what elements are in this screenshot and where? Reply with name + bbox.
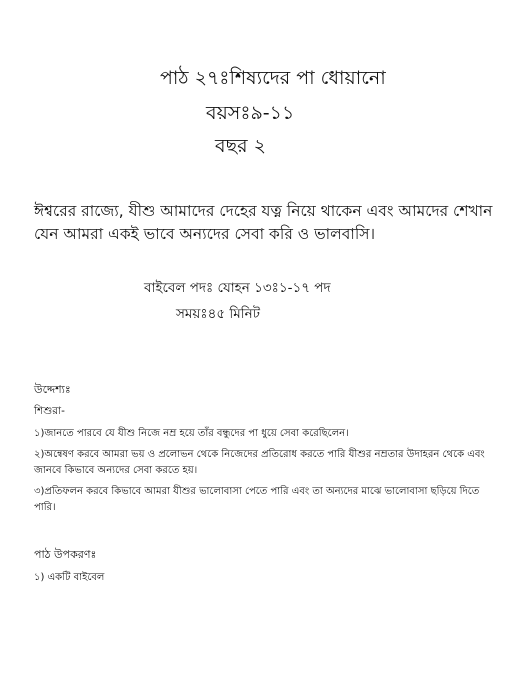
materials-heading: পাঠ উপকরণঃ bbox=[34, 548, 97, 561]
year-label: বছর ২ bbox=[215, 135, 266, 157]
objectives-subject: শিশুরা- bbox=[34, 405, 65, 417]
objective-item: ১)জানতে পারবে যে যীশু নিজে নম্র হয়ে তাঁর বন্ধুদের পা ধুয়ে সেবা করেছিলেন। bbox=[34, 428, 349, 439]
lesson-title: পাঠ ২৭ঃশিষ্যদের পা ধোয়ানো bbox=[160, 67, 386, 89]
intro-paragraph: ঈশ্বরের রাজ্যে, যীশু আমাদের দেহের যত্ন নিয়ে থাকেন এবং আমদের শেখান যেন আমরা একই ভাবে অন্যদের সেবা করি ও ভালবাসি। bbox=[34, 202, 493, 243]
objectives-heading: উদ্দেশ্যঃ bbox=[34, 383, 71, 396]
objective-item: ২)অন্বেষণ করবে আমরা ভয় ও প্রলোভন থেকে নিজেদের প্রতিরোধ করতে পারি যীশুর নম্রতার উদাহরন থেকে এবং জানবে কিভাবে অন্যদের সেবা করতে হয়। bbox=[34, 449, 485, 476]
bible-reference: বাইবেল পদঃ যোহন ১৩ঃ১-১৭ পদ bbox=[144, 280, 331, 296]
material-item: ১) একটি বাইবেল bbox=[34, 572, 105, 583]
objective-item: ৩)প্রতিফলন করবে কিভাবে আমরা যীশুর ভালোবাসা পেতে পারি এবং তা অন্যদের মাঝে ভালোবাসা ছড়িয়ে দিতে পারি। bbox=[34, 486, 480, 513]
age-range: বয়সঃ৯-১১ bbox=[206, 102, 295, 124]
duration: সময়ঃ৪৫ মিনিট bbox=[176, 306, 261, 322]
